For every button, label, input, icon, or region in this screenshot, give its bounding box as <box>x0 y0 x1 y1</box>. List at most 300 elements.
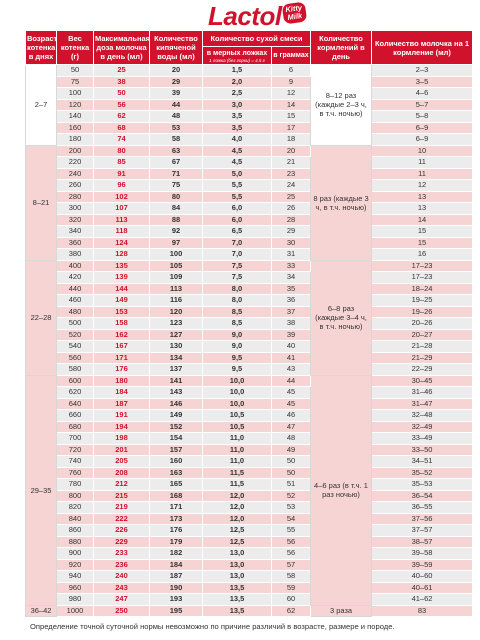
grams-cell: 9 <box>272 76 311 88</box>
weight-cell: 660 <box>57 410 94 422</box>
spoons-cell: 8,0 <box>203 283 272 295</box>
weight-cell: 100 <box>57 88 94 100</box>
grams-cell: 49 <box>272 444 311 456</box>
weight-cell: 920 <box>57 559 94 571</box>
grams-cell: 56 <box>272 548 311 560</box>
table-row <box>26 249 473 261</box>
water-cell: 152 <box>150 421 203 433</box>
max-dose-cell: 25 <box>94 65 150 77</box>
grams-cell: 57 <box>272 559 311 571</box>
weight-cell: 75 <box>57 76 94 88</box>
grams-cell: 25 <box>272 191 311 203</box>
per-feeding-cell: 16 <box>372 249 473 261</box>
spoons-cell: 1,5 <box>203 65 272 77</box>
water-cell: 75 <box>150 180 203 192</box>
spoons-cell: 3,5 <box>203 122 272 134</box>
max-dose-cell: 191 <box>94 410 150 422</box>
per-feeding-cell: 15 <box>372 237 473 249</box>
table-row <box>26 433 473 445</box>
grams-cell: 62 <box>272 605 311 617</box>
logo-wordmark: Lactol <box>208 1 282 31</box>
per-feeding-cell: 32–49 <box>372 421 473 433</box>
table-row <box>26 502 473 514</box>
weight-cell: 220 <box>57 157 94 169</box>
weight-cell: 760 <box>57 467 94 479</box>
feedings-group-cell: 6–8 раз (каждые 3–4 ч, в т.ч. ночью) <box>311 260 372 375</box>
spoons-cell: 13,5 <box>203 582 272 594</box>
per-feeding-cell: 38–57 <box>372 536 473 548</box>
table-row <box>26 341 473 353</box>
age-group-cell: 36–42 <box>26 605 57 617</box>
per-feeding-cell: 18–24 <box>372 283 473 295</box>
table-row <box>26 180 473 192</box>
max-dose-cell: 171 <box>94 352 150 364</box>
per-feeding-cell: 11 <box>372 168 473 180</box>
grams-cell: 39 <box>272 329 311 341</box>
weight-cell: 860 <box>57 525 94 537</box>
lactol-logo <box>208 2 305 30</box>
feedings-group-cell: 8–12 раз (каждые 2–3 ч, в т.ч. ночью) <box>311 65 372 146</box>
water-cell: 80 <box>150 191 203 203</box>
water-cell: 100 <box>150 249 203 261</box>
header-weight: Вес котенка (г) <box>57 31 94 65</box>
max-dose-cell: 187 <box>94 398 150 410</box>
per-feeding-cell: 4–6 <box>372 88 473 100</box>
water-cell: 154 <box>150 433 203 445</box>
weight-cell: 720 <box>57 444 94 456</box>
spoons-cell: 4,0 <box>203 134 272 146</box>
per-feeding-cell: 20–26 <box>372 318 473 330</box>
max-dose-cell: 124 <box>94 237 150 249</box>
per-feeding-cell: 35–52 <box>372 467 473 479</box>
max-dose-cell: 74 <box>94 134 150 146</box>
max-dose-cell: 158 <box>94 318 150 330</box>
per-feeding-cell: 31–47 <box>372 398 473 410</box>
water-cell: 63 <box>150 145 203 157</box>
weight-cell: 840 <box>57 513 94 525</box>
spoons-cell: 10,0 <box>203 387 272 399</box>
spoons-cell: 2,5 <box>203 88 272 100</box>
spoons-cell: 4,5 <box>203 145 272 157</box>
table-row <box>26 548 473 560</box>
grams-cell: 24 <box>272 180 311 192</box>
spoons-cell: 2,0 <box>203 76 272 88</box>
grams-cell: 45 <box>272 387 311 399</box>
max-dose-cell: 236 <box>94 559 150 571</box>
weight-cell: 320 <box>57 214 94 226</box>
logo-badge: Kitty Milk <box>281 2 306 25</box>
water-cell: 71 <box>150 168 203 180</box>
max-dose-cell: 85 <box>94 157 150 169</box>
table-row <box>26 214 473 226</box>
weight-cell: 600 <box>57 375 94 387</box>
weight-cell: 980 <box>57 594 94 606</box>
grams-cell: 6 <box>272 65 311 77</box>
water-cell: 160 <box>150 456 203 468</box>
spoons-cell: 12,0 <box>203 490 272 502</box>
grams-cell: 53 <box>272 502 311 514</box>
weight-cell: 360 <box>57 237 94 249</box>
weight-cell: 780 <box>57 479 94 491</box>
max-dose-cell: 229 <box>94 536 150 548</box>
max-dose-cell: 198 <box>94 433 150 445</box>
spoons-cell: 10,5 <box>203 410 272 422</box>
grams-cell: 59 <box>272 582 311 594</box>
spoons-cell: 13,5 <box>203 605 272 617</box>
table-row <box>26 594 473 606</box>
weight-cell: 50 <box>57 65 94 77</box>
max-dose-cell: 215 <box>94 490 150 502</box>
weight-cell: 200 <box>57 145 94 157</box>
grams-cell: 12 <box>272 88 311 100</box>
max-dose-cell: 118 <box>94 226 150 238</box>
table-row <box>26 398 473 410</box>
table-row <box>26 605 473 617</box>
grams-cell: 35 <box>272 283 311 295</box>
header-dry-mix: Количество сухой смеси <box>203 31 311 47</box>
weight-cell: 740 <box>57 456 94 468</box>
water-cell: 97 <box>150 237 203 249</box>
grams-cell: 31 <box>272 249 311 261</box>
spoons-cell: 8,5 <box>203 318 272 330</box>
water-cell: 127 <box>150 329 203 341</box>
max-dose-cell: 205 <box>94 456 150 468</box>
grams-cell: 55 <box>272 525 311 537</box>
spoons-cell: 3,0 <box>203 99 272 111</box>
weight-cell: 640 <box>57 398 94 410</box>
weight-cell: 260 <box>57 180 94 192</box>
per-feeding-cell: 11 <box>372 157 473 169</box>
water-cell: 130 <box>150 341 203 353</box>
water-cell: 176 <box>150 525 203 537</box>
weight-cell: 440 <box>57 283 94 295</box>
weight-cell: 300 <box>57 203 94 215</box>
max-dose-cell: 243 <box>94 582 150 594</box>
weight-cell: 580 <box>57 364 94 376</box>
age-group-cell: 8–21 <box>26 145 57 260</box>
spoons-cell: 5,5 <box>203 180 272 192</box>
table-row <box>26 191 473 203</box>
max-dose-cell: 139 <box>94 272 150 284</box>
grams-cell: 20 <box>272 145 311 157</box>
max-dose-cell: 208 <box>94 467 150 479</box>
per-feeding-cell: 19–25 <box>372 295 473 307</box>
table-row <box>26 513 473 525</box>
water-cell: 179 <box>150 536 203 548</box>
max-dose-cell: 201 <box>94 444 150 456</box>
spoons-cell: 4,5 <box>203 157 272 169</box>
grams-cell: 36 <box>272 295 311 307</box>
per-feeding-cell: 40–60 <box>372 571 473 583</box>
water-cell: 141 <box>150 375 203 387</box>
water-cell: 105 <box>150 260 203 272</box>
grams-cell: 41 <box>272 352 311 364</box>
table-row <box>26 145 473 157</box>
max-dose-cell: 91 <box>94 168 150 180</box>
max-dose-cell: 96 <box>94 180 150 192</box>
table-row <box>26 410 473 422</box>
max-dose-cell: 226 <box>94 525 150 537</box>
max-dose-cell: 113 <box>94 214 150 226</box>
per-feeding-cell: 31–46 <box>372 387 473 399</box>
spoons-cell: 6,5 <box>203 226 272 238</box>
table-row <box>26 283 473 295</box>
max-dose-cell: 162 <box>94 329 150 341</box>
max-dose-cell: 102 <box>94 191 150 203</box>
per-feeding-cell: 19–26 <box>372 306 473 318</box>
per-feeding-cell: 37–57 <box>372 525 473 537</box>
table-row <box>26 65 473 77</box>
per-feeding-cell: 35–53 <box>372 479 473 491</box>
per-feeding-cell: 5–8 <box>372 111 473 123</box>
header-spoons: в мерных ложках 1 ложка (без горки) = 4,5 г <box>203 47 272 65</box>
grams-cell: 45 <box>272 398 311 410</box>
grams-cell: 18 <box>272 134 311 146</box>
feeding-table <box>25 30 473 617</box>
spoons-cell: 11,5 <box>203 467 272 479</box>
table-row <box>26 76 473 88</box>
weight-cell: 520 <box>57 329 94 341</box>
max-dose-cell: 176 <box>94 364 150 376</box>
per-feeding-cell: 12 <box>372 180 473 192</box>
water-cell: 187 <box>150 571 203 583</box>
table-row <box>26 525 473 537</box>
weight-cell: 500 <box>57 318 94 330</box>
per-feeding-cell: 21–29 <box>372 352 473 364</box>
per-feeding-cell: 36–55 <box>372 502 473 514</box>
per-feeding-cell: 33–49 <box>372 433 473 445</box>
header-feedings: Количество кормлений в день <box>311 31 372 65</box>
spoons-cell: 12,0 <box>203 513 272 525</box>
grams-cell: 44 <box>272 375 311 387</box>
water-cell: 109 <box>150 272 203 284</box>
grams-cell: 52 <box>272 490 311 502</box>
water-cell: 120 <box>150 306 203 318</box>
water-cell: 184 <box>150 559 203 571</box>
table-row <box>26 329 473 341</box>
grams-cell: 33 <box>272 260 311 272</box>
spoons-cell: 13,5 <box>203 594 272 606</box>
max-dose-cell: 194 <box>94 421 150 433</box>
table-row <box>26 203 473 215</box>
header-per-feeding: Количество молочка на 1 кормление (мл) <box>372 31 473 65</box>
grams-cell: 56 <box>272 536 311 548</box>
spoons-cell: 13,0 <box>203 548 272 560</box>
weight-cell: 820 <box>57 502 94 514</box>
weight-cell: 800 <box>57 490 94 502</box>
per-feeding-cell: 14 <box>372 214 473 226</box>
per-feeding-cell: 20–27 <box>372 329 473 341</box>
table-row <box>26 387 473 399</box>
age-group-cell: 2–7 <box>26 65 57 146</box>
grams-cell: 37 <box>272 306 311 318</box>
max-dose-cell: 135 <box>94 260 150 272</box>
max-dose-cell: 56 <box>94 99 150 111</box>
spoons-cell: 10,0 <box>203 398 272 410</box>
header-age: Возраст котенка в днях <box>26 31 57 65</box>
table-row <box>26 479 473 491</box>
grams-cell: 50 <box>272 456 311 468</box>
spoons-cell: 9,0 <box>203 329 272 341</box>
spoons-cell: 5,0 <box>203 168 272 180</box>
spoons-cell: 11,5 <box>203 479 272 491</box>
grams-cell: 51 <box>272 479 311 491</box>
per-feeding-cell: 22–29 <box>372 364 473 376</box>
per-feeding-cell: 39–58 <box>372 548 473 560</box>
water-cell: 116 <box>150 295 203 307</box>
grams-cell: 58 <box>272 571 311 583</box>
per-feeding-cell: 40–61 <box>372 582 473 594</box>
weight-cell: 480 <box>57 306 94 318</box>
max-dose-cell: 233 <box>94 548 150 560</box>
max-dose-cell: 128 <box>94 249 150 261</box>
weight-cell: 400 <box>57 260 94 272</box>
per-feeding-cell: 83 <box>372 605 473 617</box>
spoons-cell: 8,0 <box>203 295 272 307</box>
weight-cell: 160 <box>57 122 94 134</box>
weight-cell: 420 <box>57 272 94 284</box>
grams-cell: 30 <box>272 237 311 249</box>
weight-cell: 120 <box>57 99 94 111</box>
water-cell: 92 <box>150 226 203 238</box>
water-cell: 146 <box>150 398 203 410</box>
per-feeding-cell: 32–48 <box>372 410 473 422</box>
max-dose-cell: 167 <box>94 341 150 353</box>
max-dose-cell: 38 <box>94 76 150 88</box>
max-dose-cell: 247 <box>94 594 150 606</box>
table-row <box>26 536 473 548</box>
per-feeding-cell: 17–23 <box>372 260 473 272</box>
table-row <box>26 421 473 433</box>
table-row <box>26 352 473 364</box>
table-row <box>26 582 473 594</box>
spoons-cell: 6,0 <box>203 214 272 226</box>
spoons-cell: 6,0 <box>203 203 272 215</box>
max-dose-cell: 180 <box>94 375 150 387</box>
per-feeding-cell: 21–28 <box>372 341 473 353</box>
max-dose-cell: 184 <box>94 387 150 399</box>
grams-cell: 28 <box>272 214 311 226</box>
per-feeding-cell: 10 <box>372 145 473 157</box>
weight-cell: 380 <box>57 249 94 261</box>
water-cell: 88 <box>150 214 203 226</box>
water-cell: 168 <box>150 490 203 502</box>
grams-cell: 17 <box>272 122 311 134</box>
max-dose-cell: 50 <box>94 88 150 100</box>
max-dose-cell: 68 <box>94 122 150 134</box>
water-cell: 113 <box>150 283 203 295</box>
per-feeding-cell: 41–62 <box>372 594 473 606</box>
table-row <box>26 571 473 583</box>
water-cell: 193 <box>150 594 203 606</box>
water-cell: 157 <box>150 444 203 456</box>
table-row <box>26 237 473 249</box>
grams-cell: 48 <box>272 433 311 445</box>
water-cell: 29 <box>150 76 203 88</box>
spoons-cell: 13,0 <box>203 559 272 571</box>
weight-cell: 880 <box>57 536 94 548</box>
spoons-cell: 9,5 <box>203 352 272 364</box>
table-row <box>26 88 473 100</box>
grams-cell: 26 <box>272 203 311 215</box>
table-row <box>26 295 473 307</box>
max-dose-cell: 144 <box>94 283 150 295</box>
per-feeding-cell: 5–7 <box>372 99 473 111</box>
grams-cell: 43 <box>272 364 311 376</box>
water-cell: 137 <box>150 364 203 376</box>
spoons-cell: 9,5 <box>203 364 272 376</box>
max-dose-cell: 250 <box>94 605 150 617</box>
weight-cell: 960 <box>57 582 94 594</box>
water-cell: 53 <box>150 122 203 134</box>
per-feeding-cell: 3–5 <box>372 76 473 88</box>
weight-cell: 560 <box>57 352 94 364</box>
table-row <box>26 318 473 330</box>
weight-cell: 1000 <box>57 605 94 617</box>
per-feeding-cell: 6–9 <box>372 122 473 134</box>
spoons-cell: 12,5 <box>203 536 272 548</box>
water-cell: 84 <box>150 203 203 215</box>
age-group-cell: 29–35 <box>26 375 57 605</box>
water-cell: 123 <box>150 318 203 330</box>
feedings-group-cell: 3 раза <box>311 605 372 617</box>
weight-cell: 140 <box>57 111 94 123</box>
per-feeding-cell: 6–9 <box>372 134 473 146</box>
spoons-cell: 11,0 <box>203 444 272 456</box>
spoons-cell: 12,0 <box>203 502 272 514</box>
table-row <box>26 375 473 387</box>
spoons-cell: 5,5 <box>203 191 272 203</box>
grams-cell: 54 <box>272 513 311 525</box>
grams-cell: 40 <box>272 341 311 353</box>
spoons-cell: 10,5 <box>203 421 272 433</box>
per-feeding-cell: 13 <box>372 191 473 203</box>
table-row <box>26 306 473 318</box>
header-grams: в граммах <box>272 47 311 65</box>
per-feeding-cell: 30–45 <box>372 375 473 387</box>
grams-cell: 23 <box>272 168 311 180</box>
feedings-group-cell: 4–6 раз (в т.ч. 1 раз ночью) <box>311 375 372 605</box>
table-row <box>26 559 473 571</box>
per-feeding-cell: 15 <box>372 226 473 238</box>
weight-cell: 340 <box>57 226 94 238</box>
water-cell: 58 <box>150 134 203 146</box>
table-row <box>26 490 473 502</box>
max-dose-cell: 212 <box>94 479 150 491</box>
per-feeding-cell: 39–59 <box>372 559 473 571</box>
table-row <box>26 456 473 468</box>
water-cell: 171 <box>150 502 203 514</box>
weight-cell: 940 <box>57 571 94 583</box>
feedings-group-cell: 8 раз (каждые 3 ч, в т.ч. ночью) <box>311 145 372 260</box>
per-feeding-cell: 17–23 <box>372 272 473 284</box>
spoons-cell: 3,5 <box>203 111 272 123</box>
weight-cell: 460 <box>57 295 94 307</box>
table-row <box>26 99 473 111</box>
table-row <box>26 111 473 123</box>
weight-cell: 700 <box>57 433 94 445</box>
grams-cell: 21 <box>272 157 311 169</box>
spoons-cell: 13,0 <box>203 571 272 583</box>
footnote: Определение точной суточной нормы невозможно по причине различий в возрасте, размере и породе. <box>30 622 395 631</box>
spoons-cell: 7,0 <box>203 249 272 261</box>
weight-cell: 900 <box>57 548 94 560</box>
table-row <box>26 157 473 169</box>
table-row <box>26 260 473 272</box>
spoons-cell: 7,0 <box>203 237 272 249</box>
grams-cell: 14 <box>272 99 311 111</box>
header-water: Количество кипяченой воды (мл) <box>150 31 203 65</box>
